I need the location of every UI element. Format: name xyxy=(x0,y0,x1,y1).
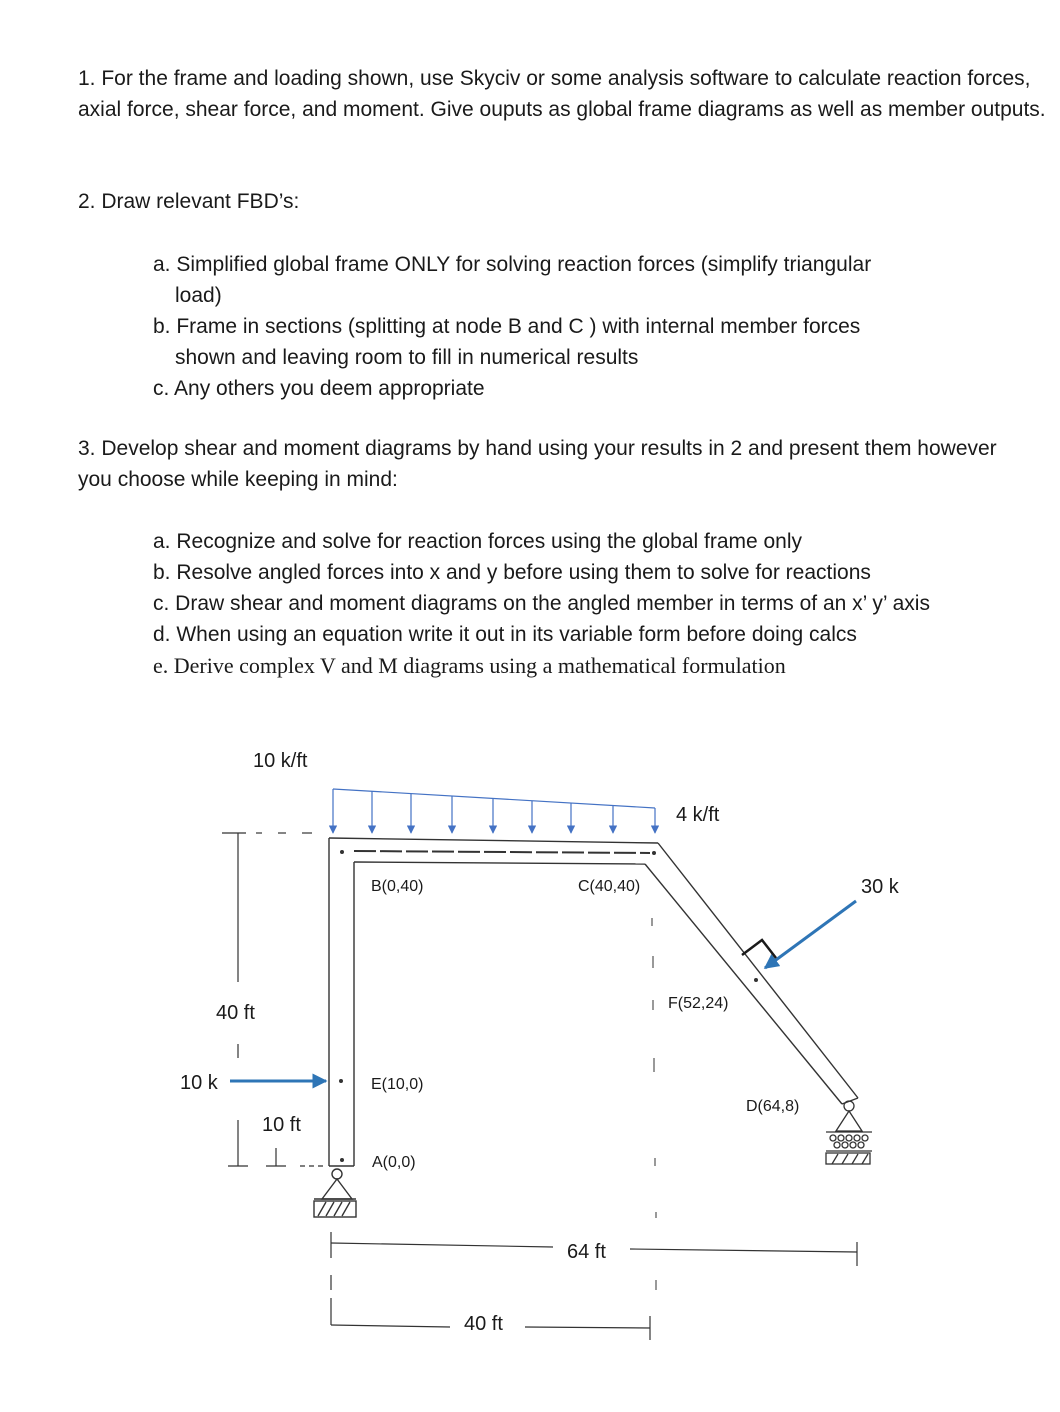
q2-item-c: c. Any others you deem appropriate xyxy=(153,377,485,400)
node-dot xyxy=(754,978,758,982)
height-dimension xyxy=(222,833,312,1058)
question-1: 1. For the frame and loading shown, use Skyciv or some analysis software to calculate reaction forces, axial force, shear force, and moment. Give ouputs as global frame diagrams as well as member outputs. xyxy=(78,67,1046,121)
q3-item-b: b. Resolve angled forces into x and y before using them to solve for reactions xyxy=(153,561,871,584)
node-dot xyxy=(340,1158,344,1162)
right-angle-symbol xyxy=(742,940,776,958)
total-width-dimension-label: 64 ft xyxy=(567,1241,606,1263)
node-F-label: F(52,24) xyxy=(668,995,729,1012)
beam-bottom-edge xyxy=(354,862,645,864)
node-C-label: C(40,40) xyxy=(578,878,641,895)
q2-item-a-line2: load) xyxy=(175,284,222,307)
node-dot xyxy=(652,851,656,855)
node-dot xyxy=(339,1079,343,1083)
load-top-line xyxy=(333,789,655,808)
distributed-load xyxy=(333,789,655,833)
q2-item-b-line2: shown and leaving room to fill in numerical results xyxy=(175,346,639,369)
point-load-10k-label: 10 k xyxy=(180,1072,218,1094)
node-D-label: D(64,8) xyxy=(746,1098,800,1115)
height-dimension-label: 40 ft xyxy=(216,1002,255,1024)
q3-item-d: d. When using an equation write it out in its variable form before doing calcs xyxy=(153,623,857,646)
question-3-stem: 3. Develop shear and moment diagrams by hand using your results in 2 and present them however you choose while keeping in mind: xyxy=(78,437,997,491)
question-2-stem: 2. Draw relevant FBD’s: xyxy=(78,190,300,213)
node-B-label: B(0,40) xyxy=(371,878,424,895)
support-dimension-label: 10 ft xyxy=(262,1114,301,1136)
q3-item-c: c. Draw shear and moment diagrams on the angled member in terms of an x’ y’ axis xyxy=(153,592,930,615)
partial-width-dimension-label: 40 ft xyxy=(464,1313,503,1335)
roller-support-D xyxy=(826,1101,872,1164)
q2-item-a-line1: a. Simplified global frame ONLY for solving reaction forces (simplify triangular xyxy=(153,253,872,276)
q3-item-e: e. Derive complex V and M diagrams using a mathematical formulation xyxy=(153,653,786,678)
load-right-label: 4 k/ft xyxy=(676,804,720,826)
q2-item-b-line1: b. Frame in sections (splitting at node B and C ) with internal member forces xyxy=(153,315,861,338)
point-load-30k-arrow xyxy=(765,901,856,968)
c-reference-marks xyxy=(652,918,656,1290)
q3-item-a: a. Recognize and solve for reaction forces using the global frame only xyxy=(153,530,803,553)
pin-support-A xyxy=(314,1169,356,1217)
node-E-label: E(10,0) xyxy=(371,1076,424,1093)
node-A-label: A(0,0) xyxy=(372,1154,416,1171)
beam-centerline xyxy=(354,851,650,853)
load-left-label: 10 k/ft xyxy=(253,750,308,772)
angled-member-edge xyxy=(658,843,858,1098)
angled-member-edge xyxy=(645,864,842,1104)
beam-top-edge xyxy=(329,838,658,843)
point-load-30k-label: 30 k xyxy=(861,876,899,898)
node-dot xyxy=(340,850,344,854)
